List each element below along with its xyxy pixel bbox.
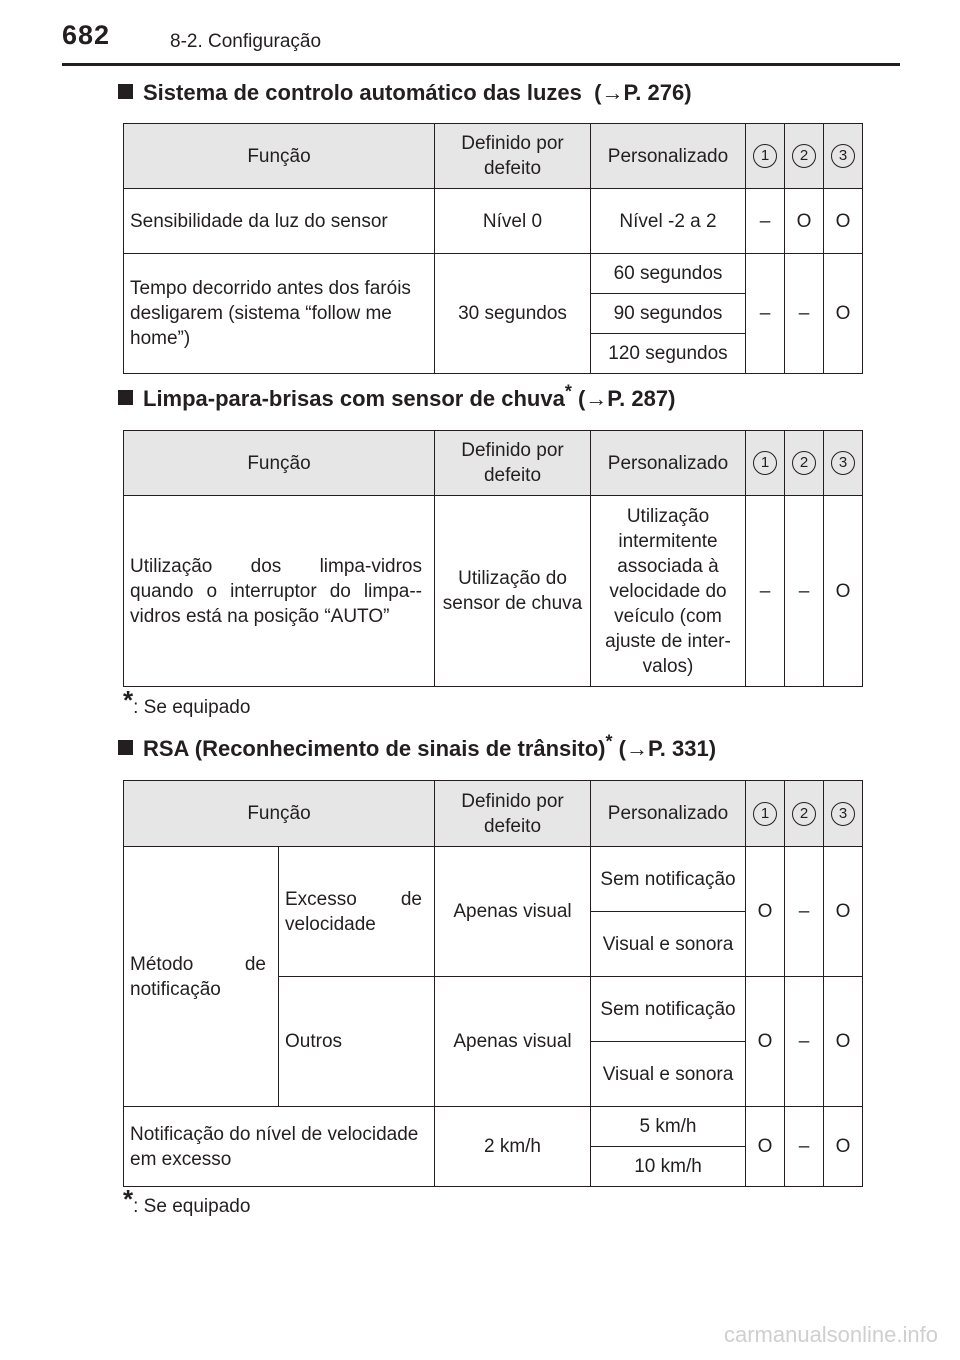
cell-c3: O bbox=[824, 496, 863, 687]
table-row bbox=[124, 189, 863, 254]
circled-1-icon: 1 bbox=[753, 144, 777, 168]
column-header-2 bbox=[785, 431, 824, 496]
cell-option: 5 km/h bbox=[591, 1107, 746, 1147]
section-heading-rsa bbox=[118, 731, 717, 762]
square-bullet-icon bbox=[118, 390, 133, 405]
footnote-text: : Se equipado bbox=[133, 697, 251, 718]
cell-c2: – bbox=[785, 847, 824, 977]
cell-excesso: Excesso de velocidade bbox=[279, 847, 435, 977]
column-header-1 bbox=[746, 124, 785, 189]
page-reference: (→P. 287) bbox=[577, 386, 676, 411]
asterisk-mark: * bbox=[605, 731, 613, 752]
cell-option: Sem notificação bbox=[591, 847, 746, 912]
cell-c1: O bbox=[746, 1107, 785, 1187]
cell-defeito: Nível 0 bbox=[435, 189, 591, 254]
cell-c1: – bbox=[746, 254, 785, 374]
page-reference: (→P. 331) bbox=[618, 736, 717, 761]
column-header-personalizado: Personalizado bbox=[591, 124, 746, 189]
circled-2-icon: 2 bbox=[792, 802, 816, 826]
circled-3-icon: 3 bbox=[831, 144, 855, 168]
section-heading-rain-sensor bbox=[118, 381, 676, 412]
table-row bbox=[124, 496, 863, 687]
table-row bbox=[124, 254, 863, 294]
cell-defeito: Apenas visual bbox=[435, 977, 591, 1107]
circled-1-icon: 1 bbox=[753, 802, 777, 826]
circled-2-icon: 2 bbox=[792, 451, 816, 475]
cell-c3: O bbox=[824, 977, 863, 1107]
column-header-funcao: Função bbox=[124, 124, 435, 189]
section-title: Sistema de controlo automático das luzes bbox=[143, 80, 582, 105]
cell-defeito: Apenas visual bbox=[435, 847, 591, 977]
page-number: 682 bbox=[62, 20, 111, 50]
cell-personalizado: Utilização intermitente associada à velocidade do veículo (com ajuste de inter-valos) bbox=[591, 496, 746, 687]
cell-defeito: Utilização do sensor de chuva bbox=[435, 496, 591, 687]
cell-defeito: 2 km/h bbox=[435, 1107, 591, 1187]
column-header-personalizado: Personalizado bbox=[591, 431, 746, 496]
cell-c2: – bbox=[785, 254, 824, 374]
column-header-definido: Definido por defeito bbox=[435, 781, 591, 847]
cell-c3: O bbox=[824, 189, 863, 254]
cell-metodo: Método de notificação bbox=[124, 847, 279, 1107]
page-reference: (→P. 276) bbox=[594, 80, 692, 105]
rain-sensor-table bbox=[123, 430, 863, 687]
cell-outros: Outros bbox=[279, 977, 435, 1107]
watermark: carmanualsonline.info bbox=[723, 1322, 938, 1347]
section-title: RSA (Reconhecimento de sinais de trânsito) bbox=[143, 736, 606, 761]
cell-c1: O bbox=[746, 977, 785, 1107]
cell-c3: O bbox=[824, 254, 863, 374]
cell-c1: – bbox=[746, 496, 785, 687]
circled-3-icon: 3 bbox=[831, 451, 855, 475]
column-header-definido: Definido por defeito bbox=[435, 431, 591, 496]
footnote-text: : Se equipado bbox=[133, 1196, 251, 1217]
table-header-row bbox=[124, 781, 863, 847]
cell-option: Sem notificação bbox=[591, 977, 746, 1042]
cell-option: 60 segundos bbox=[591, 254, 746, 294]
footnote bbox=[123, 685, 251, 719]
column-header-funcao: Função bbox=[124, 431, 435, 496]
cell-c3: O bbox=[824, 847, 863, 977]
section-heading-light-control bbox=[118, 80, 692, 106]
column-header-3 bbox=[824, 124, 863, 189]
cell-c2: – bbox=[785, 1107, 824, 1187]
column-header-definido: Definido por defeito bbox=[435, 124, 591, 189]
cell-c1: O bbox=[746, 847, 785, 977]
rsa-table bbox=[123, 780, 863, 1187]
footnote-asterisk: * bbox=[123, 1184, 134, 1214]
column-header-1 bbox=[746, 431, 785, 496]
header-divider bbox=[62, 63, 900, 66]
table-header-row bbox=[124, 431, 863, 496]
asterisk-mark: * bbox=[564, 381, 572, 402]
square-bullet-icon bbox=[118, 84, 133, 99]
cell-personalizado: Nível -2 a 2 bbox=[591, 189, 746, 254]
column-header-2 bbox=[785, 781, 824, 847]
cell-c2: – bbox=[785, 977, 824, 1107]
circled-2-icon: 2 bbox=[792, 144, 816, 168]
circled-3-icon: 3 bbox=[831, 802, 855, 826]
cell-option: Visual e sonora bbox=[591, 1042, 746, 1107]
cell-funcao: Utilização dos limpa-vidros quando o interruptor do limpa--vidros está na posição “AUTO” bbox=[124, 496, 435, 687]
column-header-2 bbox=[785, 124, 824, 189]
section-title: Limpa-para-brisas com sensor de chuva bbox=[143, 386, 565, 411]
table-row bbox=[124, 1107, 863, 1147]
column-header-3 bbox=[824, 781, 863, 847]
circled-1-icon: 1 bbox=[753, 451, 777, 475]
footnote-asterisk: * bbox=[123, 685, 134, 715]
column-header-3 bbox=[824, 431, 863, 496]
table-header-row bbox=[124, 124, 863, 189]
cell-defeito: 30 segundos bbox=[435, 254, 591, 374]
cell-option: 10 km/h bbox=[591, 1147, 746, 1187]
column-header-personalizado: Personalizado bbox=[591, 781, 746, 847]
cell-c2: – bbox=[785, 496, 824, 687]
light-control-table bbox=[123, 123, 863, 374]
cell-option: 120 segundos bbox=[591, 334, 746, 374]
cell-option: 90 segundos bbox=[591, 294, 746, 334]
column-header-1 bbox=[746, 781, 785, 847]
cell-nivel: Notificação do nível de velocidade em excesso bbox=[124, 1107, 435, 1187]
square-bullet-icon bbox=[118, 740, 133, 755]
cell-funcao: Sensibilidade da luz do sensor bbox=[124, 189, 435, 254]
footnote bbox=[123, 1184, 251, 1218]
cell-funcao: Tempo decorrido antes dos faróis desligarem (sistema “follow me home”) bbox=[124, 254, 435, 374]
cell-c1: – bbox=[746, 189, 785, 254]
cell-option: Visual e sonora bbox=[591, 912, 746, 977]
column-header-funcao: Função bbox=[124, 781, 435, 847]
table-row bbox=[124, 847, 863, 912]
section-header: 8-2. Configuração bbox=[170, 31, 322, 52]
cell-c3: O bbox=[824, 1107, 863, 1187]
cell-c2: O bbox=[785, 189, 824, 254]
